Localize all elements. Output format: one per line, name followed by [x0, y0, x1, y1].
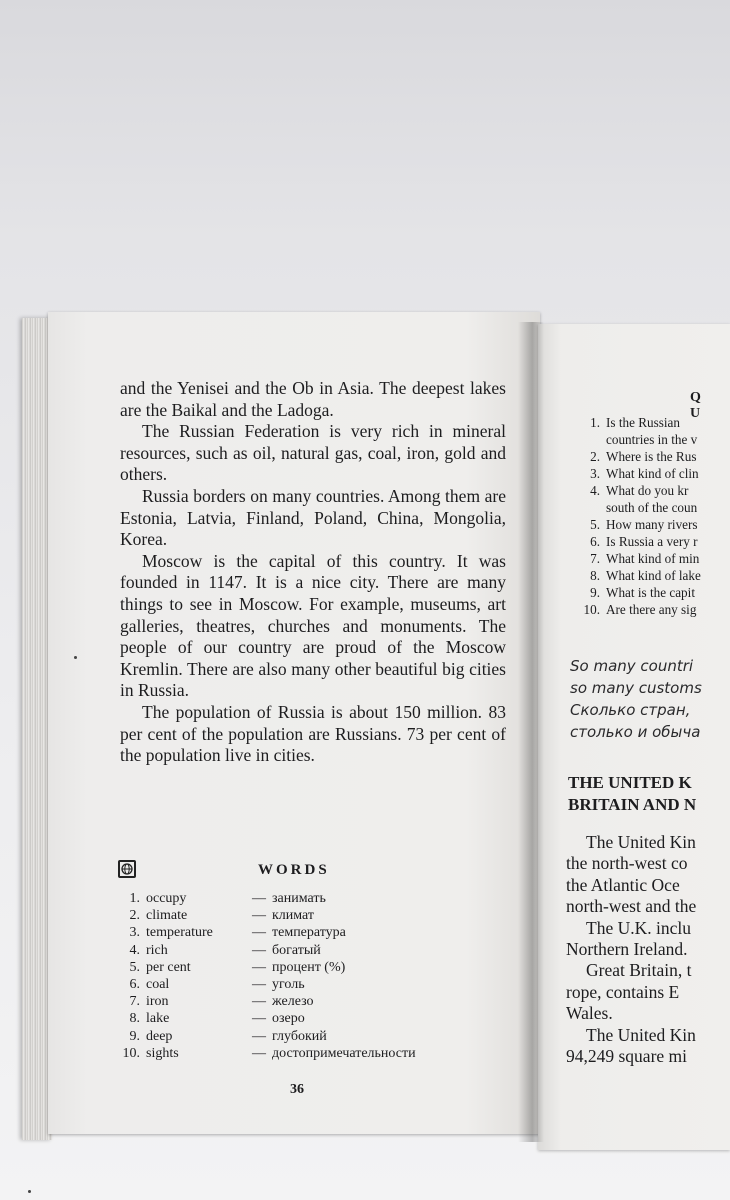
paragraph: The population of Russia is about 150 million. 83 per cent of the population are Russians. 73 per cent of the population live in cities.: [120, 701, 506, 766]
russian-word: температура: [272, 925, 346, 941]
proverb: [570, 655, 730, 743]
text-line: 94,249 square mi: [566, 1046, 688, 1067]
text-line: rope, contains E: [566, 981, 680, 1002]
english-word: rich: [146, 942, 168, 958]
russian-word: климат: [272, 908, 315, 924]
vocabulary-list: [112, 890, 532, 1062]
dash: —: [252, 891, 266, 906]
question-text: Is the Russian: [606, 415, 680, 430]
page-number: 36: [290, 1082, 304, 1097]
item-number: 8.: [129, 1011, 140, 1027]
list-item: [570, 567, 730, 584]
text-line: The U.K. inclu: [586, 917, 691, 938]
questions-list: [570, 414, 730, 618]
list-item: [570, 516, 730, 533]
section-title-line: BRITAIN AND N: [568, 795, 697, 814]
question-text: What kind of clin: [606, 466, 699, 481]
paragraph: Russia borders on many countries. Among them are Estonia, Latvia, Finland, Poland, China, Mongolia, Korea.: [120, 485, 506, 550]
text-line: Great Britain, t: [586, 960, 692, 981]
item-number: 2.: [590, 449, 600, 464]
list-item: [112, 924, 532, 941]
paragraph: [566, 1025, 730, 1068]
list-item: [112, 1010, 532, 1027]
list-item: [112, 942, 532, 959]
list-item: [112, 907, 532, 924]
proverb-line: столько и обыча: [570, 723, 701, 741]
item-number: 2.: [129, 908, 140, 924]
dash: —: [252, 977, 266, 993]
russian-word: глубокий: [272, 1028, 327, 1044]
text-line: Northern Ireland.: [566, 939, 688, 960]
item-number: 3.: [590, 466, 600, 481]
item-number: 10.: [583, 602, 600, 617]
list-item: [112, 959, 532, 976]
question-text: Are there any sig: [606, 602, 697, 617]
item-number: 1.: [129, 891, 140, 906]
text-line: the north-west co: [566, 853, 688, 874]
right-page-body: [566, 832, 730, 1067]
question-text: What kind of min: [606, 551, 700, 566]
item-number: 5.: [129, 959, 140, 975]
proverb-line: So many countri: [570, 657, 694, 675]
item-number: 4.: [129, 942, 140, 958]
russian-word: озеро: [272, 1011, 305, 1027]
english-word: occupy: [146, 891, 187, 906]
paragraph: [566, 832, 730, 918]
list-item: [570, 550, 730, 567]
item-number: 6.: [590, 534, 600, 549]
list-item: [570, 482, 730, 499]
dash: —: [252, 1045, 266, 1061]
english-word: per cent: [146, 959, 191, 975]
item-number: 5.: [590, 517, 600, 532]
text-line: the Atlantic Oce: [566, 874, 680, 895]
question-text: What kind of lake: [606, 568, 701, 583]
question-text-continued: south of the coun: [606, 500, 698, 515]
section-title-line: THE UNITED K: [568, 773, 692, 792]
words-title: WORDS: [258, 862, 330, 878]
list-item: [112, 993, 532, 1010]
text-line: north-west and the: [566, 896, 697, 917]
list-item: [112, 1028, 532, 1045]
item-number: 9.: [590, 585, 600, 600]
russian-word: процент (%): [272, 959, 346, 975]
dash: —: [252, 959, 266, 975]
dash: —: [252, 942, 266, 958]
dash: —: [252, 1028, 266, 1044]
english-word: deep: [146, 1028, 173, 1044]
item-number: 6.: [129, 977, 140, 993]
english-word: sights: [146, 1045, 179, 1061]
question-text: Is Russia a very r: [606, 534, 698, 549]
list-item: [570, 414, 730, 431]
questions-heading: Q U: [690, 390, 707, 421]
russian-word: уголь: [272, 977, 305, 993]
text-line: Wales.: [566, 1003, 613, 1024]
item-number: 1.: [590, 415, 600, 430]
text-line: The United Kin: [586, 832, 696, 852]
globe-icon: [118, 860, 136, 878]
english-word: iron: [146, 994, 169, 1010]
proverb-line: Сколько стран,: [570, 701, 691, 719]
item-number: 7.: [590, 551, 600, 566]
paragraph: and the Yenisei and the Ob in Asia. The deepest lakes are the Baikal and the Ladoga.: [120, 378, 506, 420]
question-text: How many rivers: [606, 517, 698, 532]
paragraph: [566, 918, 730, 961]
list-item: [570, 533, 730, 550]
list-item: [112, 1045, 532, 1062]
english-word: lake: [146, 1011, 170, 1027]
text-line: The United Kin: [586, 1024, 696, 1045]
ink-speck: [28, 1190, 31, 1193]
section-title: [568, 772, 730, 816]
item-number: 8.: [590, 568, 600, 583]
russian-word: богатый: [272, 942, 321, 958]
dash: —: [252, 908, 266, 924]
list-item: [570, 448, 730, 465]
paragraph: [566, 960, 730, 1024]
russian-word: железо: [272, 994, 314, 1010]
list-item: [570, 584, 730, 601]
item-number: 4.: [590, 483, 600, 498]
item-number: 10.: [122, 1045, 140, 1061]
question-text: What do you kr: [606, 483, 689, 498]
english-word: climate: [146, 908, 188, 924]
dash: —: [252, 994, 266, 1010]
paragraph: The Russian Federation is very rich in mineral resources, such as oil, natural gas, coal, iron, gold and others.: [120, 421, 506, 485]
proverb-line: so many customs: [570, 679, 702, 697]
russian-word: занимать: [272, 891, 326, 906]
list-item: [570, 601, 730, 618]
item-number: 7.: [129, 994, 140, 1010]
list-item: [570, 465, 730, 482]
english-word: coal: [146, 977, 170, 993]
ink-speck: [74, 656, 77, 659]
dash: —: [252, 925, 266, 941]
list-item: [112, 890, 532, 907]
list-item: [112, 976, 532, 993]
question-text: Where is the Rus: [606, 449, 697, 464]
question-text: What is the capit: [606, 585, 695, 600]
dash: —: [252, 1011, 266, 1027]
item-number: 9.: [129, 1028, 140, 1044]
words-section-header: [118, 860, 508, 884]
item-number: 3.: [129, 925, 140, 941]
english-word: temperature: [146, 925, 213, 941]
left-page-body: [120, 378, 506, 767]
question-text-continued: countries in the v: [606, 432, 698, 447]
paragraph: Moscow is the capital of this country. It was founded in 1147. It is a nice city. There are many things to see in Moscow. For example, museums, art galleries, theatres, churches and monuments. The people of our country are proud of the Moscow Kremlin. There are also many other beautiful big cities in Russia.: [120, 550, 506, 701]
russian-word: достопримечательности: [272, 1045, 416, 1061]
